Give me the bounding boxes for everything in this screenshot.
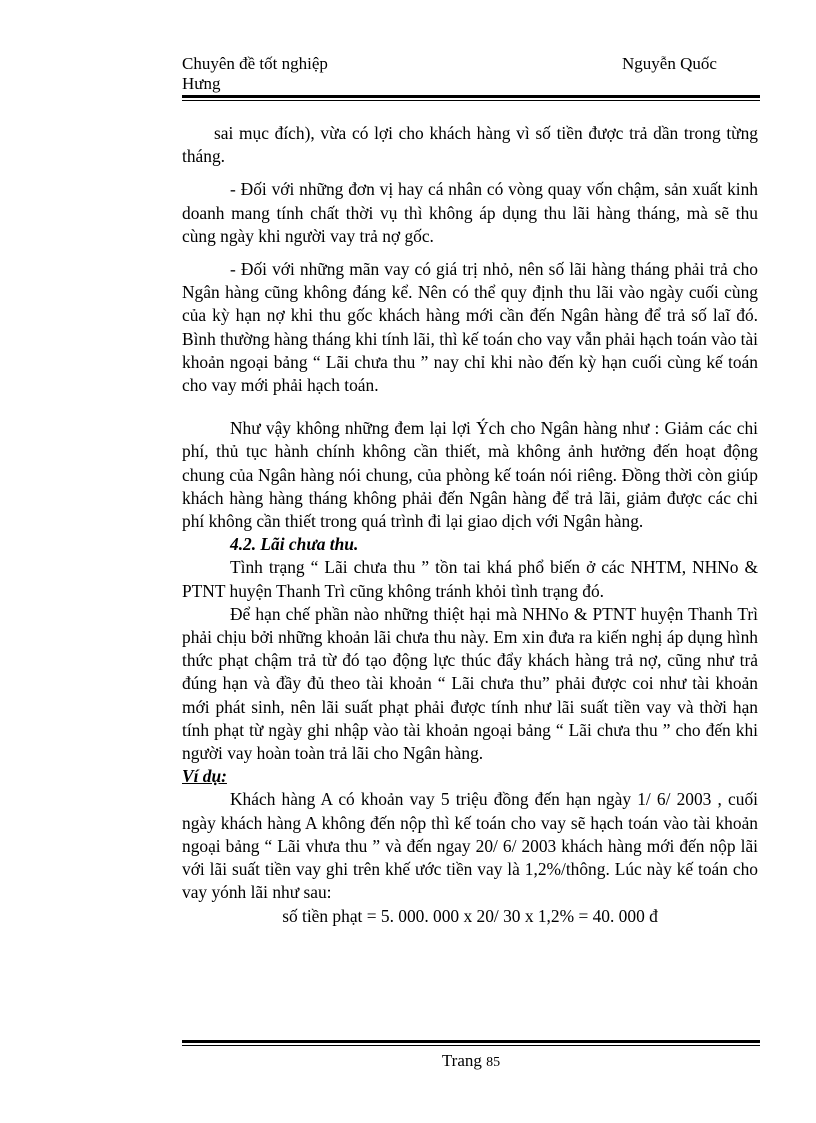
- paragraph-6: Để hạn chế phần nào những thiệt hại mà NHNo & PTNT huyện Thanh Trì phải chịu bởi những khoản lãi chưa thu này. Em xin đưa ra kiến nghị áp dụng hình thức phạt chậm trả từ đó tạo động lực thúc đẩy khách hàng trả nợ, cũng như trả đúng hạn và đầy đủ theo tài khoản “ Lãi chưa thu” phải được coi như tài khoản mới phát sinh, nên lãi suất phạt phải được tính như lãi suất tiền vay và thời hạn tính phạt từ ngày ghi nhập vào tài khoản ngoại bảng “ Lãi chưa thu ” cho đến khi người vay hoàn toàn trả lãi cho Ngân hàng.: [182, 603, 758, 764]
- footer-rule-thick: [182, 1040, 760, 1043]
- paragraph-4: Như vậy không những đem lại lợi Ých cho Ngân hàng như : Giảm các chi phí, thủ tục hành chính không cần thiết, mà không ảnh hưởng đến hoạt động chung của Ngân hàng nói chung, của phòng kế toán nói riêng. Đồng thời còn giúp khách hàng hàng tháng không phải đến Ngân hàng để trả lãi, giảm được các chi phí không cần thiết trong quá trình đi lại giao dịch với Ngân hàng.: [182, 418, 758, 532]
- paragraph-3: - Đối với những mãn vay có giá trị nhỏ, nên số lãi hàng tháng phải trả cho Ngân hàng cũng không đáng kể. Nên có thể quy định thu lãi vào ngày cuối cùng của kỳ hạn nợ khi thu gốc khách hàng mới cần đến Ngân hàng để trả số laĩ đó. Bình thường hàng tháng khi tính lãi, thì kế toán cho vay vẫn phải hạch toán vào tài khoản ngoại bảng “ Lãi chưa thu ” nay chỉ khi nào đến kỳ hạn cuối cùng kế toán cho vay mới phải hạch toán.: [182, 259, 758, 396]
- header-author-overflow: Hưng: [182, 74, 221, 93]
- page-number: 85: [486, 1055, 501, 1070]
- penalty-formula: số tiền phạt = 5. 000. 000 x 20/ 30 x 1,2% = 40. 000 đ: [282, 905, 658, 926]
- header-author: Nguyễn Quốc: [622, 54, 717, 73]
- example-label: Ví dụ:: [182, 766, 227, 787]
- header-title: Chuyên đề tốt nghiệp: [182, 54, 328, 73]
- page-header: [182, 53, 762, 97]
- page-footer: [182, 1050, 760, 1074]
- section-heading: 4.2. Lãi chưa thu.: [230, 534, 359, 555]
- header-rule-thin: [182, 100, 760, 101]
- paragraph-7: Khách hàng A có khoản vay 5 triệu đồng đến hạn ngày 1/ 6/ 2003 , cuối ngày khách hàng A không đến nộp thì kế toán cho vay sẽ hạch toán vào tài khoản ngoại bảng “ Lãi vhưa thu ” và đến ngay 20/ 6/ 2003 khách hàng mới đến nộp lãi với lãi suất tiền vay ghi trên khế ước tiền vay là 1,2%/thông. Lúc này kế toán cho vay yónh lãi như sau:: [182, 789, 758, 903]
- header-rule-thick: [182, 95, 760, 98]
- footer-rule-thin: [182, 1045, 760, 1046]
- paragraph-2: - Đối với những đơn vị hay cá nhân có vòng quay vốn chậm, sản xuất kinh doanh mang tính chất thời vụ thì không áp dụng thu lãi hàng tháng, mà sẽ thu cùng ngày khi người vay trả nợ gốc.: [182, 179, 758, 246]
- document-body: [182, 122, 758, 928]
- footer-page-label: Trang: [441, 1051, 482, 1070]
- paragraph-5: Tình trạng “ Lãi chưa thu ” tồn tai khá phổ biến ở các NHTM, NHNo & PTNT huyện Thanh Trì cũng không tránh khỏi tình trạng đó.: [182, 557, 758, 601]
- paragraph-1: sai mục đích), vừa có lợi cho khách hàng vì số tiền được trả dần trong từng tháng.: [182, 123, 758, 167]
